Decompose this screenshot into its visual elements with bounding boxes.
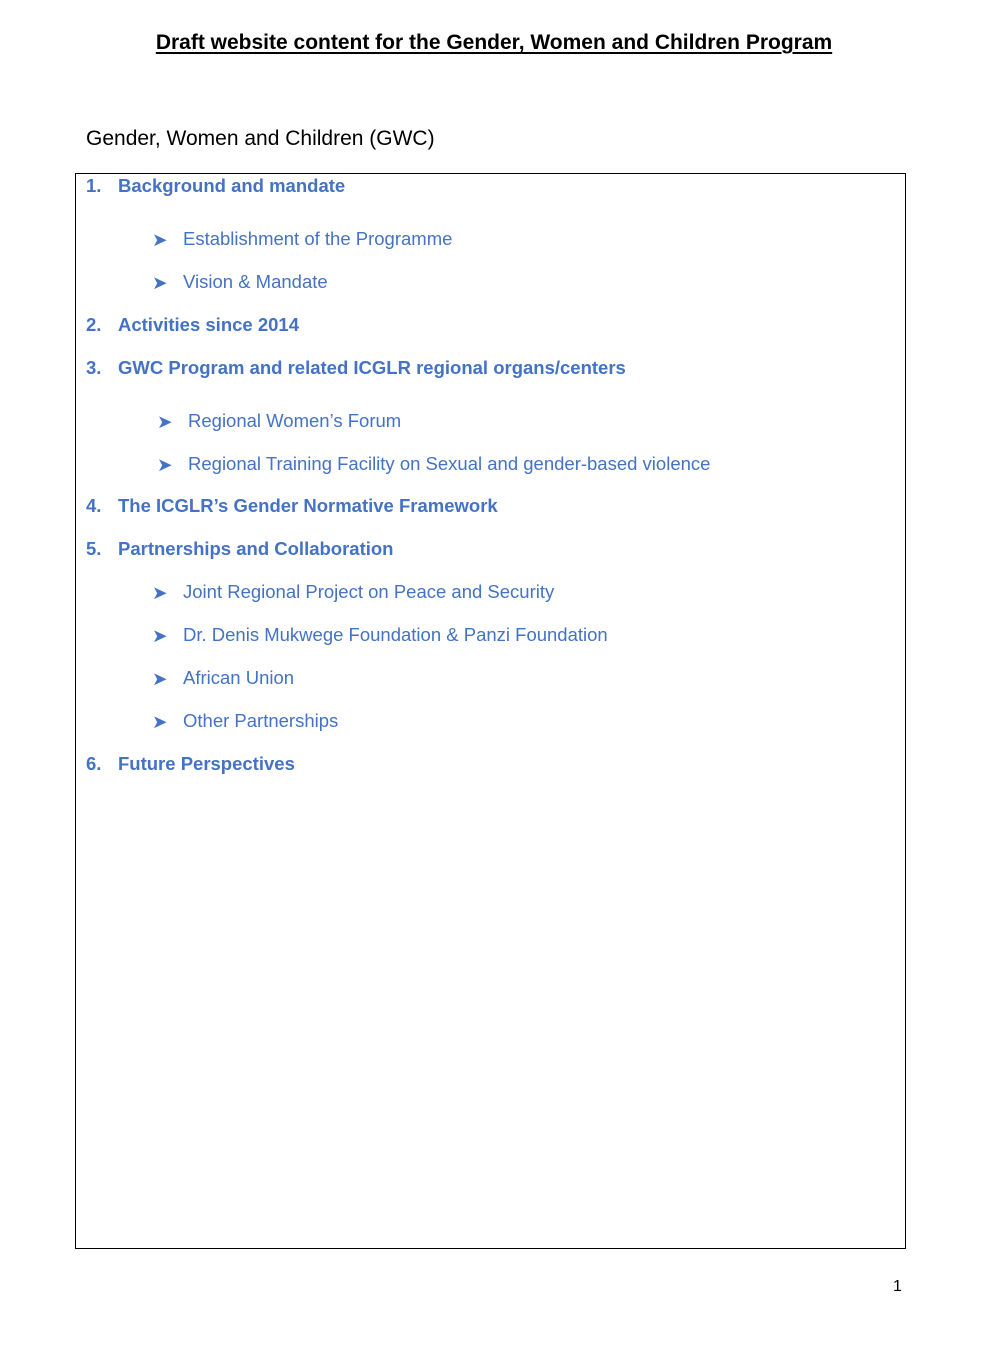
outline-number: 6. xyxy=(86,753,102,774)
outline-sublabel: Establishment of the Programme xyxy=(183,228,453,249)
outline-sublabel: Joint Regional Project on Peace and Security xyxy=(183,581,555,602)
outline-sublabel: Dr. Denis Mukwege Foundation & Panzi Foundation xyxy=(183,624,608,645)
outline-label: Background and mandate xyxy=(118,175,346,196)
outline-sublabel: Vision & Mandate xyxy=(183,271,328,292)
outline-number: 3. xyxy=(86,357,102,378)
outline-sublabel: Regional Women’s Forum xyxy=(188,410,402,431)
outline-label: Activities since 2014 xyxy=(118,314,299,335)
outline-number: 5. xyxy=(86,538,102,559)
outline-number: 4. xyxy=(86,495,102,516)
outline-sublabel: African Union xyxy=(183,667,295,688)
arrow-bullet-icon: ➤ xyxy=(152,272,168,293)
outline-label: Partnerships and Collaboration xyxy=(118,538,394,559)
outline-label: The ICGLR’s Gender Normative Framework xyxy=(118,495,498,516)
outline-label: GWC Program and related ICGLR regional organs/centers xyxy=(118,357,626,378)
outline-sublabel: Other Partnerships xyxy=(183,710,339,731)
arrow-bullet-icon: ➤ xyxy=(152,582,168,603)
arrow-bullet-icon: ➤ xyxy=(152,229,168,250)
page-number: 1 xyxy=(893,1278,902,1295)
arrow-bullet-icon: ➤ xyxy=(152,625,168,646)
outline-number: 2. xyxy=(86,314,102,335)
outline-label: Future Perspectives xyxy=(118,753,295,774)
arrow-bullet-icon: ➤ xyxy=(152,711,168,732)
document-title: Draft website content for the Gender, Women and Children Program xyxy=(155,31,833,54)
section-heading: Gender, Women and Children (GWC) xyxy=(86,127,435,150)
outline-sublabel: Regional Training Facility on Sexual and gender-based violence xyxy=(188,453,711,474)
outline-number: 1. xyxy=(86,175,102,196)
arrow-bullet-icon: ➤ xyxy=(157,454,173,475)
arrow-bullet-icon: ➤ xyxy=(157,411,173,432)
arrow-bullet-icon: ➤ xyxy=(152,668,168,689)
